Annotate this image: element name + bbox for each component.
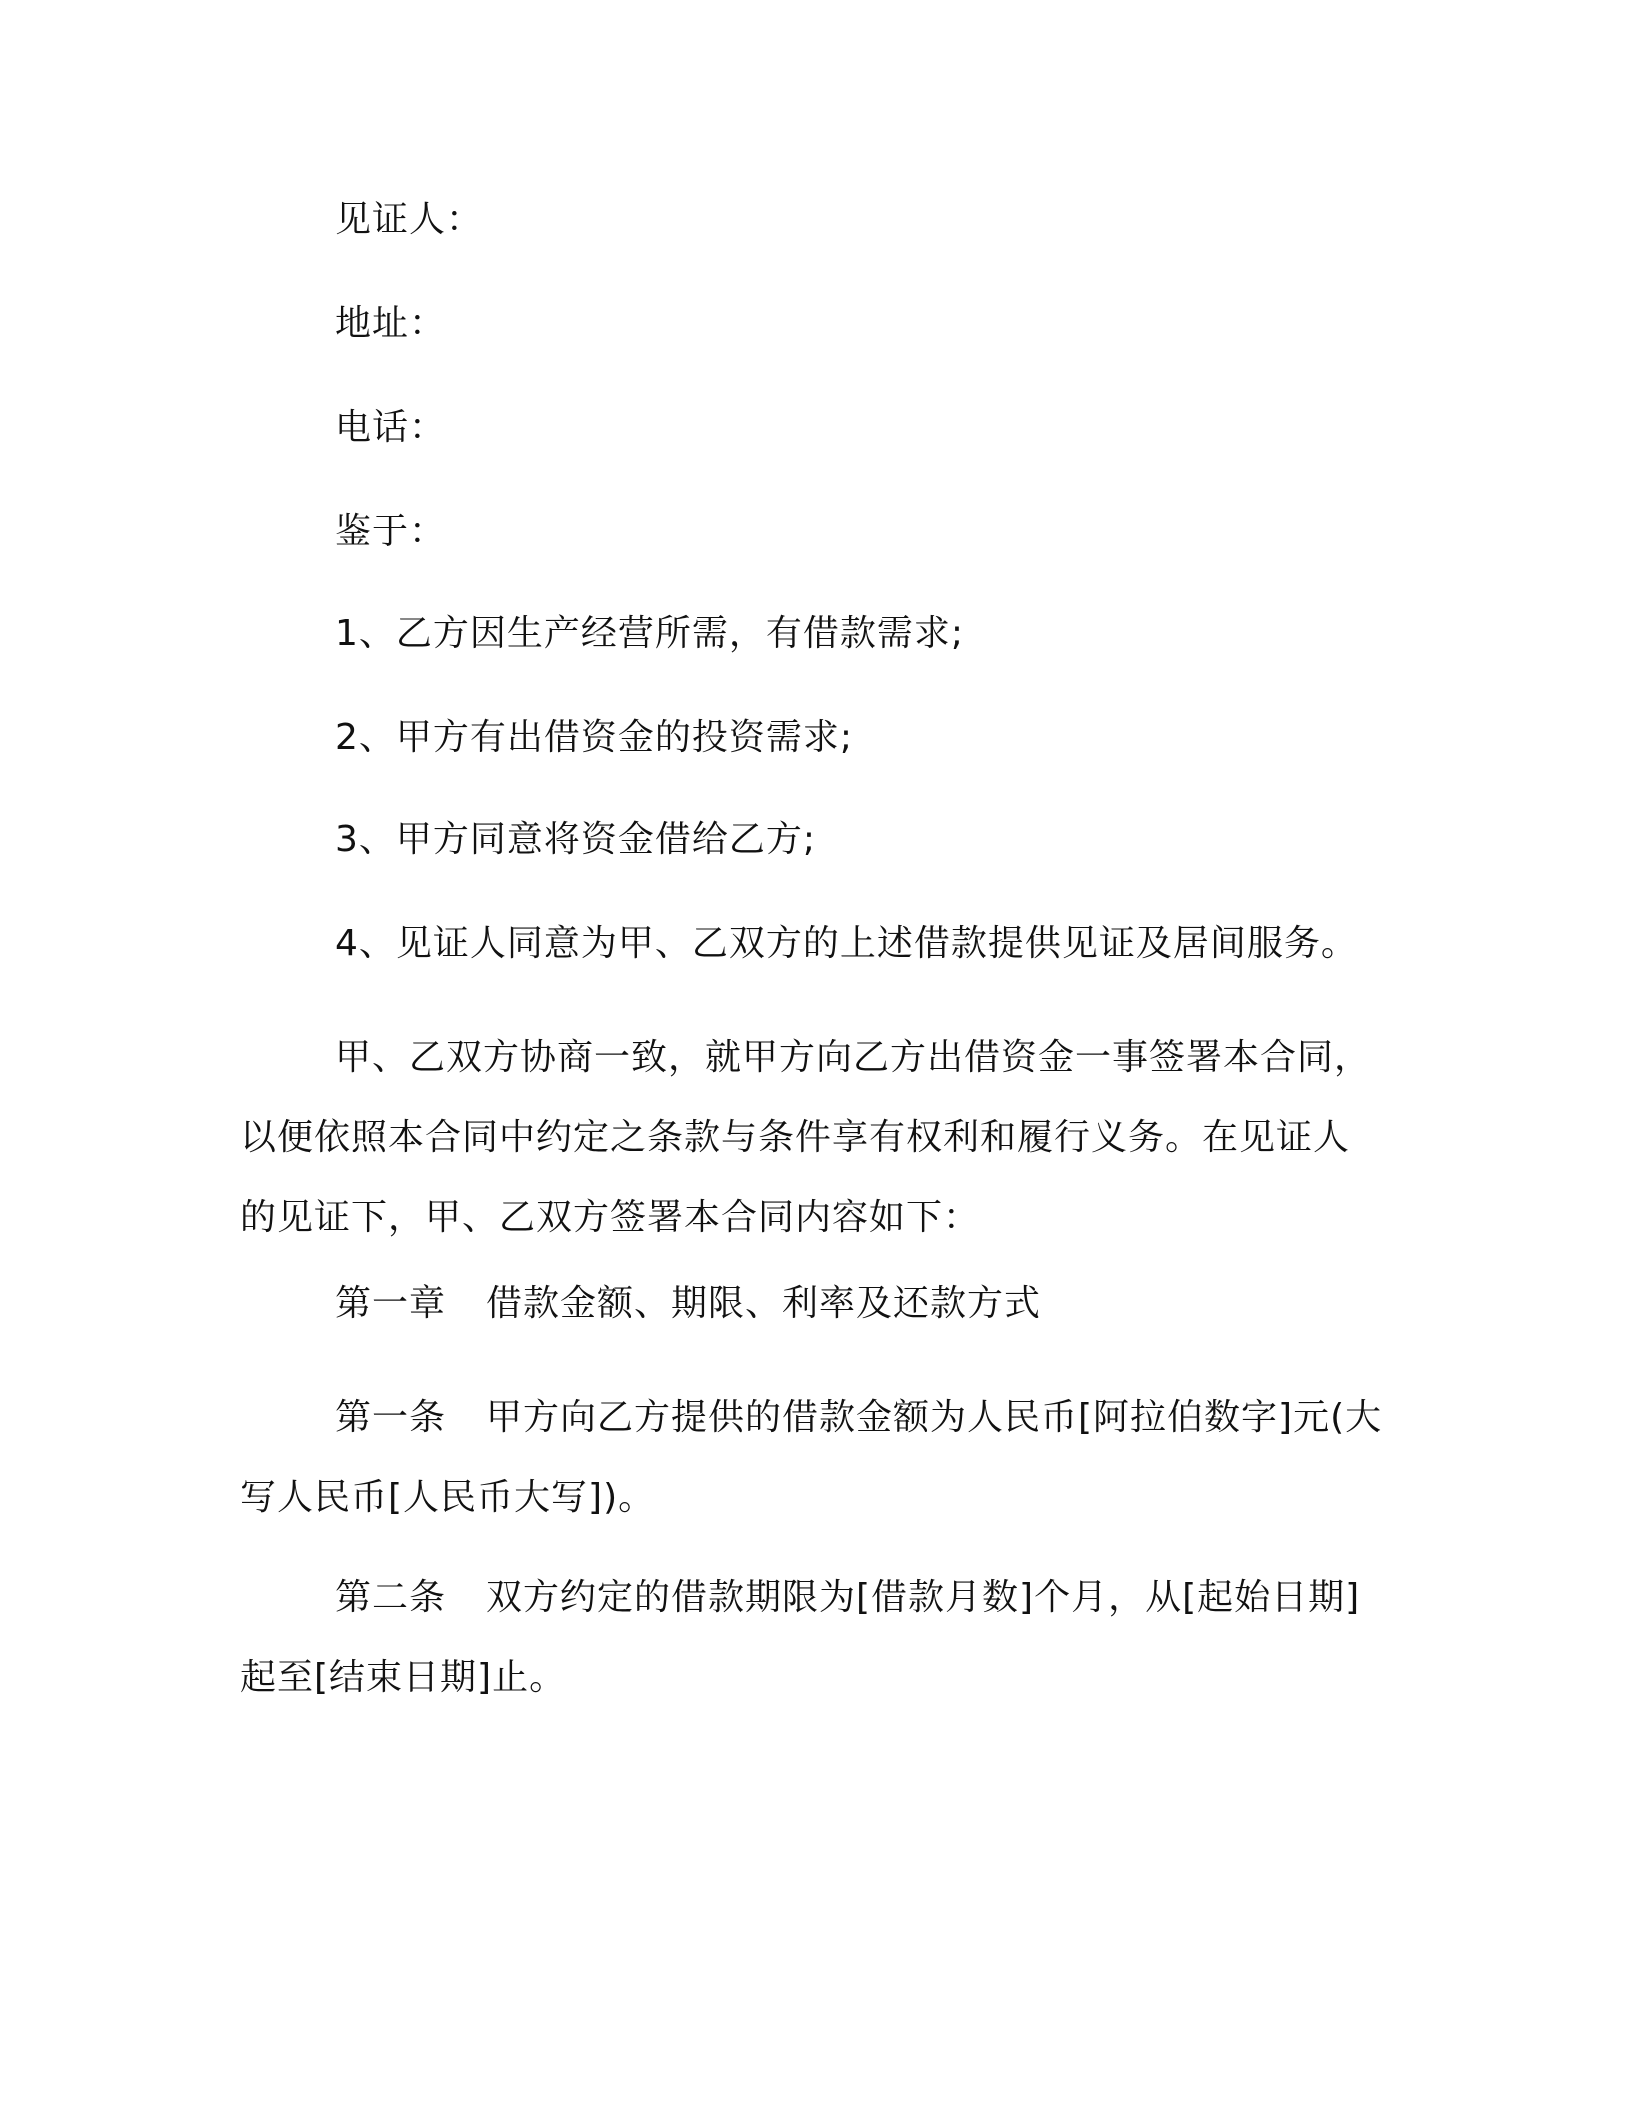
article-1 [240, 1378, 1383, 1538]
article-2-line-2: 起至[结束日期]止。 [240, 1657, 567, 1698]
chapter-heading [240, 1276, 1370, 1331]
recital-item [240, 710, 1370, 765]
article-2-line-1-text: 双方约定的借款期限为[借款月数]个月，从[起始日期] [486, 1577, 1361, 1618]
recital-text-3: 3、甲方同意将资金借给乙方; [335, 819, 817, 860]
whereas-heading [240, 504, 1370, 559]
whereas-label: 鉴于： [335, 511, 447, 552]
witness-field [240, 192, 1370, 247]
agreement-line-3: 的见证下，甲、乙双方签署本合同内容如下： [240, 1197, 981, 1238]
article-1-line-2: 写人民币[人民币大写])。 [240, 1477, 656, 1518]
article-1-line-1 [240, 1378, 1383, 1458]
recital-item [240, 916, 1370, 971]
recital-item [240, 812, 1370, 867]
witness-label: 见证人： [335, 199, 484, 240]
chapter-title: 借款金额、期限、利率及还款方式 [486, 1283, 1042, 1324]
recital-text-4: 4、见证人同意为甲、乙双方的上述借款提供见证及居间服务。 [335, 923, 1358, 964]
article-2 [240, 1558, 1370, 1718]
agreement-paragraph [240, 1018, 1370, 1258]
article-1-line-1-text: 甲方向乙方提供的借款金额为人民币[阿拉伯数字]元(大 [486, 1397, 1383, 1438]
phone-field [240, 400, 1370, 455]
recital-item [240, 606, 1370, 661]
recital-text-2: 2、甲方有出借资金的投资需求; [335, 717, 854, 758]
address-field [240, 296, 1370, 351]
recital-text-1: 1、乙方因生产经营所需，有借款需求; [335, 613, 965, 654]
agreement-line-1 [240, 1018, 1370, 1098]
agreement-line-1-text: 甲、乙双方协商一致，就甲方向乙方出借资金一事签署本合同， [335, 1037, 1372, 1078]
article-2-line-1 [240, 1558, 1370, 1638]
article-1-number: 第一条 [335, 1397, 447, 1438]
chapter-number: 第一章 [335, 1283, 447, 1324]
address-label: 地址： [335, 303, 447, 344]
phone-label: 电话： [335, 407, 447, 448]
article-2-number: 第二条 [335, 1577, 447, 1618]
agreement-line-2: 以便依照本合同中约定之条款与条件享有权利和履行义务。在见证人 [240, 1117, 1351, 1158]
